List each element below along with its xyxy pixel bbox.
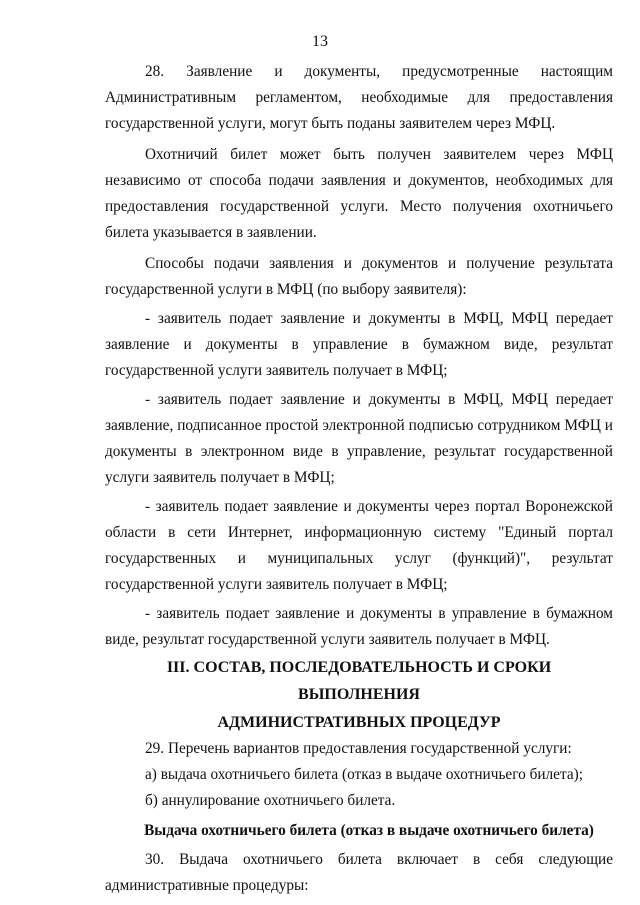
bullet-method-3: - заявитель подает заявление и документы через портал Воронежской области в сети Интернет, информационную систему "Единый портал государственных и муниципальных услуг (функций)", результат государственной услуги заявитель получает в МФЦ;: [105, 498, 613, 593]
paragraph-29: 29. Перечень вариантов предоставления государственной услуги:: [145, 740, 572, 757]
section-heading-line-1: III. СОСТАВ, ПОСЛЕДОВАТЕЛЬНОСТЬ И СРОКИ ВЫПОЛНЕНИЯ: [166, 659, 552, 703]
subsection-heading: Выдача охотничьего билета (отказ в выдаче охотничьего билета): [144, 822, 594, 839]
paragraph-submission-methods: Способы подачи заявления и документов и получение результата государственной услуги в МФЦ (по выбору заявителя):: [105, 255, 613, 298]
bullet-method-4: - заявитель подает заявление и документы в управление в бумажном виде, результат государственной услуги заявитель получает в МФЦ.: [105, 605, 613, 648]
section-heading-line-2: АДМИНИСТРАТИВНЫХ ПРОЦЕДУР: [217, 714, 501, 731]
paragraph-hunting-ticket: Охотничий билет может быть получен заявителем через МФЦ независимо от способа подачи заявления и документов, необходимых для предоставления государственной услуги. Место получения охотничьего билета указывается в заявлении.: [105, 146, 613, 241]
bullet-method-1: - заявитель подает заявление и документы в МФЦ, МФЦ передает заявление и документы в управление в бумажном виде, результат государственной услуги заявитель получает в МФЦ;: [105, 310, 613, 379]
page-content: [105, 59, 613, 899]
bullet-method-2: - заявитель подает заявление и документы в МФЦ, МФЦ передает заявление, подписанное простой электронной подписью сотрудником МФЦ и документы в электронном виде в управление, результат государственной услуги заявитель получает в МФЦ;: [105, 391, 613, 486]
page-number: 13: [312, 33, 328, 50]
list-item-a: а) выдача охотничьего билета (отказ в выдаче охотничьего билета);: [145, 766, 583, 783]
list-item-b: б) аннулирование охотничьего билета.: [145, 792, 396, 809]
paragraph-28: 28. Заявление и документы, предусмотренные настоящим Административным регламентом, необходимые для предоставления государственной услуги, могут быть поданы заявителем через МФЦ.: [105, 63, 613, 132]
paragraph-30: 30. Выдача охотничьего билета включает в себя следующие административные процедуры:: [105, 851, 613, 894]
